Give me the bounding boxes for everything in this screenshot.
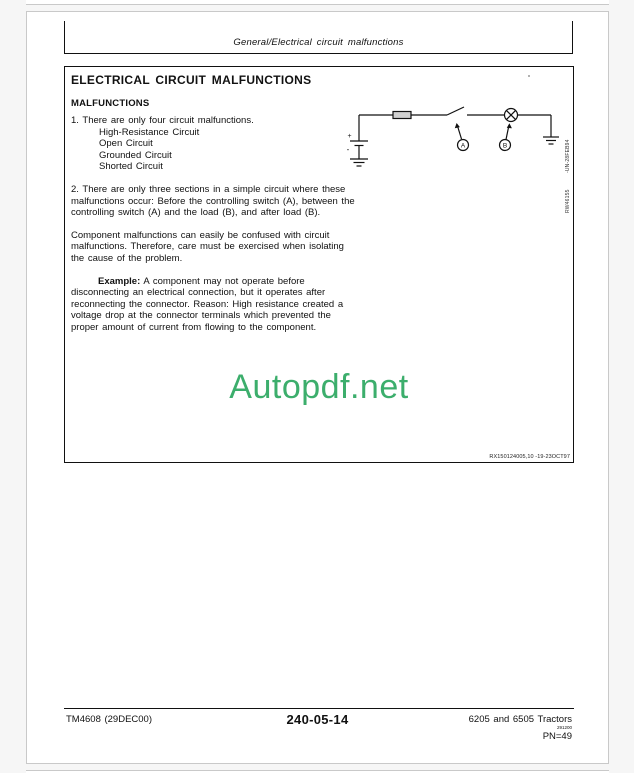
document-page	[26, 11, 609, 764]
battery-plus-label: +	[347, 133, 352, 140]
list-item: Grounded Circuit	[99, 149, 172, 161]
callout-a-label: A	[460, 142, 466, 150]
example-label: Example:	[98, 275, 141, 287]
example-text: A component may not operate before disconnecting an electrical connection, but it operates after reconnecting the connector. Reason: High resistance created a voltage drop at the connector terminals which prevented the proper amount of current from flowing to the component.	[71, 275, 344, 333]
malfunction-list	[99, 127, 355, 173]
list-item: High-Resistance Circuit	[99, 126, 200, 138]
arrowhead-b	[507, 123, 512, 128]
figure-id-side-top: -UN-28FEB94	[565, 139, 571, 173]
figure-id-side-bottom: RW46155	[565, 189, 571, 213]
battery-minus-label: -	[346, 145, 350, 154]
running-title: General/Electrical circuit malfunctions	[233, 37, 404, 48]
footer-model-name: 6205 and 6505 Tractors	[468, 714, 572, 725]
footer-pn-number: PN=49	[542, 731, 572, 742]
circuit-diagram	[345, 97, 570, 212]
paragraph-component: Component malfunctions can easily be confused with circuit malfunctions. Therefore, care must be exercised when isolating the cause of the problem.	[71, 229, 344, 264]
scan-artifact-dot	[528, 75, 530, 77]
arrowhead-a	[455, 123, 460, 128]
image-reference-code: RX150124005,10 -19-23OCT97	[489, 454, 570, 460]
circuit-diagram-svg	[345, 97, 570, 212]
footer-page-number: 240-05-14	[286, 712, 349, 727]
paragraph-example	[71, 276, 355, 334]
footer-manual-id: TM4608 (29DEC00)	[66, 714, 153, 725]
paragraph-item1: 1. There are only four circuit malfunctions. High-Resistance Circuit Open Circuit Grounded Circuit Shorted Circuit	[71, 115, 355, 173]
switch-symbol	[447, 107, 464, 115]
content-box	[64, 66, 574, 463]
section-heading: ELECTRICAL CIRCUIT MALFUNCTIONS	[71, 73, 312, 87]
previous-page-edge	[26, 0, 609, 5]
list-item: Shorted Circuit	[99, 161, 163, 173]
footer-divider	[64, 708, 574, 709]
body-text-column	[71, 115, 355, 345]
list-item: Open Circuit	[99, 138, 153, 150]
callout-b-label: B	[502, 142, 508, 150]
footer-date-code: 291200	[556, 725, 572, 730]
fuse-symbol	[393, 112, 411, 119]
subsection-heading: MALFUNCTIONS	[71, 98, 150, 109]
paragraph-item2: 2. There are only three sections in a simple circuit where these malfunctions occur: Before the controlling switch (A), between the controlling switch (A) and the load (B), and after load (B).	[71, 183, 355, 219]
page-header-box	[64, 21, 573, 54]
footer-right-block	[469, 714, 572, 742]
watermark: Autopdf.net	[229, 368, 409, 406]
